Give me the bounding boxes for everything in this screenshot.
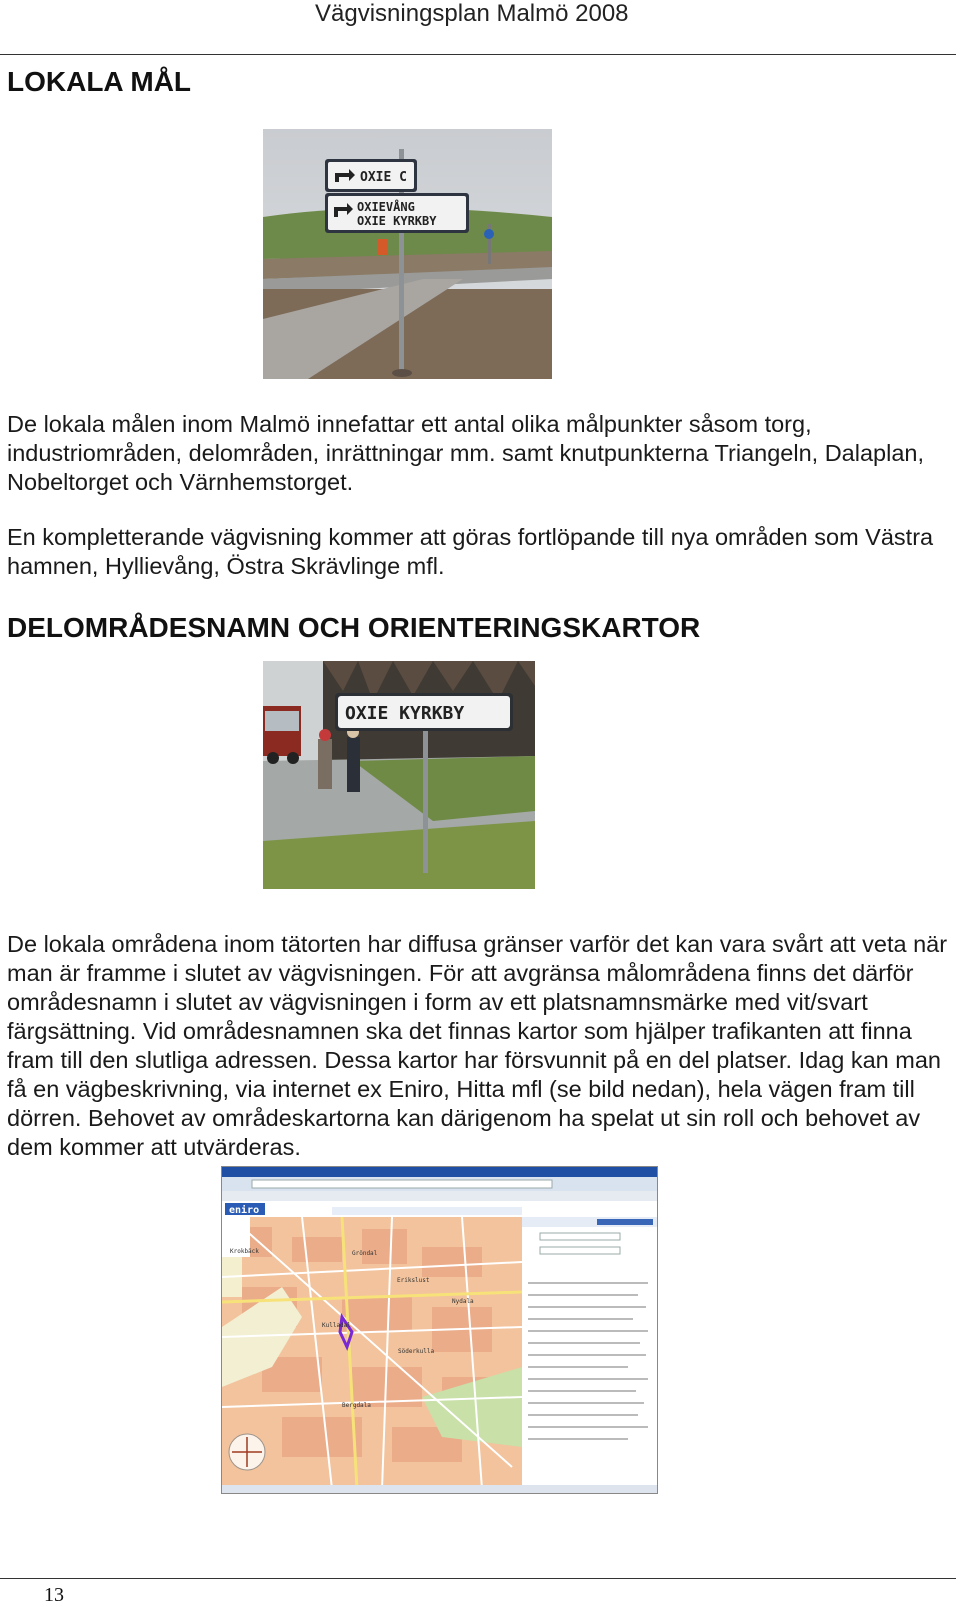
photo-oxie-kyrkby-sign (263, 661, 535, 889)
sign-text-oxie-c: OXIE C (360, 170, 407, 185)
map-label-grondal: Gröndal (352, 1250, 378, 1257)
paragraph-delomradesnamn: De lokala områdena inom tätorten har diffusa gränser varför det kan vara svårt att veta när man är framme i slutet av vägvisningen. För att avgränsa målområdena finns det därför områdesnamn i slutet av vägvisningen i form av ett platsnamnsmärke med vit/svart färgsättning. Vid områdesnamnen ska det finnas kartor som hjälper trafikanten att finna fram till den slutliga adressen. Dessa kartor har försvunnit på en del platser. Idag kan man få en vägbeskrivning, via internet ex Eniro, Hitta mfl (se bild nedan), hela vägen fram till dörren. Behovet av områdeskartorna kan därigenom ha spelat ut sin roll och behovet av dem kommer att utvärderas. (7, 931, 948, 1160)
map-label-kulladal: Kulladal (322, 1322, 351, 1329)
paragraph-lokala-mal-1: De lokala målen inom Malmö innefattar ett antal olika målpunkter såsom torg, industriområden, delområden, inrättningar mm. samt knutpunkterna Triangeln, Dalaplan, Nobeltorget och Värnhemstorget. (7, 411, 924, 495)
map-label-nydala: Nydala (452, 1298, 474, 1305)
map-label-krokback: Krokbäck (230, 1248, 259, 1255)
map-label-erikslust: Erikslust (397, 1277, 430, 1284)
paragraph-lokala-mal-2: En kompletterande vägvisning kommer att göras fortlöpande till nya områden som Västra hamnen, Hyllievång, Östra Skrävlinge mfl. (7, 524, 934, 579)
section-heading-delomradesnamn: DELOMRÅDESNAMN OCH ORIENTERINGSKARTOR (7, 612, 701, 643)
document-title: Vägvisningsplan Malmö 2008 (315, 0, 629, 27)
page-number: 13 (44, 1584, 64, 1606)
section-heading-lokala-mal: LOKALA MÅL (7, 66, 192, 97)
map-label-bergdala: Bergdala (342, 1402, 371, 1409)
sign-text-oxie-kyrkby: OXIE KYRKBY (357, 214, 437, 228)
sign-text-oxie-kyrkby-2: OXIE KYRKBY (345, 703, 465, 724)
photo-signpost-oxie (263, 129, 552, 379)
sign-text-oxievang: OXIEVÅNG (357, 200, 415, 214)
page-header (0, 0, 960, 56)
header-divider (0, 54, 956, 55)
eniro-route-screenshot (221, 1166, 658, 1494)
footer-divider (0, 1578, 956, 1579)
map-label-soderkulla: Söderkulla (398, 1348, 435, 1355)
eniro-logo: eniro (229, 1205, 260, 1216)
